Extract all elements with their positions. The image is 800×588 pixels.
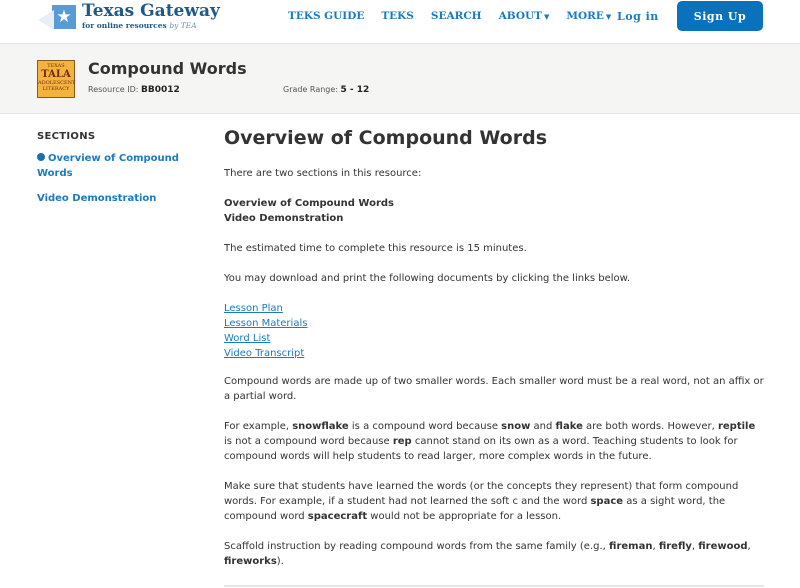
star-icon: ★ (52, 5, 76, 29)
video-transcript-link[interactable]: Video Transcript (224, 348, 305, 359)
sidebar-item-video[interactable]: Video Demonstration (37, 193, 157, 204)
body-paragraph (224, 374, 764, 404)
bold-term: flake (555, 421, 583, 432)
resource-id-label: Resource ID: (88, 85, 139, 94)
text-segment: For example, (224, 421, 293, 432)
text-segment: Compound words are made up of two smaller words. Each smaller word must be a real word, not an affix or a partial word. (224, 376, 764, 402)
bold-term: spacecraft (307, 511, 368, 522)
word-list-link[interactable]: Word List (224, 333, 271, 344)
bold-term: fireworks (224, 556, 277, 567)
main-content (224, 126, 764, 584)
bold-term: snowflake (292, 421, 349, 432)
section-name: Overview of Compound Words (224, 198, 395, 209)
text-segment: is not a compound word because (224, 436, 393, 447)
text-segment: as a sight word, the compound word (224, 496, 726, 522)
active-dot-icon (37, 153, 45, 161)
main-nav (288, 10, 611, 22)
nav-more[interactable] (566, 10, 611, 22)
text-segment: cannot stand on its own as a word. Teaching students to look for compound words will help students to read larger, more complex words in the future. (224, 436, 738, 462)
resource-id-value: BB0012 (141, 85, 180, 95)
nav-teks[interactable]: TEKS (381, 10, 414, 22)
nav-teks-guide[interactable]: TEKS GUIDE (288, 10, 365, 22)
tala-logo: TEXAS TALA ADOLESCENT LITERACY (37, 60, 75, 98)
bold-term: rep (392, 436, 412, 447)
text-segment: , (747, 541, 751, 552)
bold-term: space (590, 496, 624, 507)
body-paragraph (224, 419, 764, 464)
bold-term: reptile (717, 421, 756, 432)
text-segment: ). (276, 556, 284, 567)
nav-about-label: ABOUT (498, 10, 542, 22)
time-text: The estimated time to complete this resource is 15 minutes. (224, 243, 527, 254)
resource-id (88, 85, 180, 95)
login-link[interactable]: Log in (617, 10, 659, 23)
nav-search[interactable]: SEARCH (430, 10, 482, 22)
text-segment: and (530, 421, 556, 432)
resource-title: Compound Words (88, 59, 247, 78)
text-segment: is a compound word because (348, 421, 502, 432)
text-segment: , (691, 541, 699, 552)
section-name: Video Demonstration (224, 213, 344, 224)
texas-gateway-logo[interactable] (38, 2, 220, 30)
text-segment: are both words. However, (582, 421, 718, 432)
grade-range (283, 85, 369, 95)
signup-button[interactable]: Sign Up (677, 1, 763, 31)
text-segment: Scaffold instruction by reading compound words from the same family (e.g., (224, 541, 610, 552)
sections-sidebar (37, 131, 197, 206)
nav-about[interactable] (499, 10, 550, 22)
brand-by: by TEA (169, 21, 197, 30)
bold-term: snow (501, 421, 531, 432)
body-paragraph (224, 479, 764, 524)
text-segment: , (652, 541, 659, 552)
bold-term: firefly (658, 541, 692, 552)
bold-term: fireman (609, 541, 653, 552)
sidebar-item-overview[interactable] (37, 151, 197, 181)
download-text: You may download and print the following documents by clicking the links below. (224, 273, 631, 284)
page-title: Overview of Compound Words (224, 127, 548, 149)
sections-heading: SECTIONS (37, 131, 96, 142)
grade-range-label: Grade Range: (283, 85, 338, 94)
caret-down-icon: ▼ (543, 12, 550, 21)
brand-name: Texas Gateway (82, 1, 220, 21)
bold-term: firewood (698, 541, 748, 552)
nav-more-label: MORE (566, 10, 604, 22)
resource-header (0, 44, 800, 114)
text-segment: Make sure that students have learned the words (or the concepts they represent) that form compound words. For example, if a student had not learned the soft c and the word (224, 481, 739, 507)
logo-ribbon (38, 10, 54, 30)
caret-down-icon: ▼ (605, 12, 612, 21)
brand-tagline: for online resources (82, 21, 167, 30)
text-segment: would not be appropriate for a lesson. (367, 511, 562, 522)
sidebar-item-label: Overview of Compound Words (37, 153, 179, 179)
top-navbar (0, 0, 800, 44)
grade-range-value: 5 - 12 (340, 85, 370, 95)
intro-text: There are two sections in this resource: (224, 168, 422, 179)
body-paragraph (224, 539, 764, 569)
lesson-materials-link[interactable]: Lesson Materials (224, 318, 308, 329)
lesson-plan-link[interactable]: Lesson Plan (224, 303, 283, 314)
divider (224, 585, 764, 587)
